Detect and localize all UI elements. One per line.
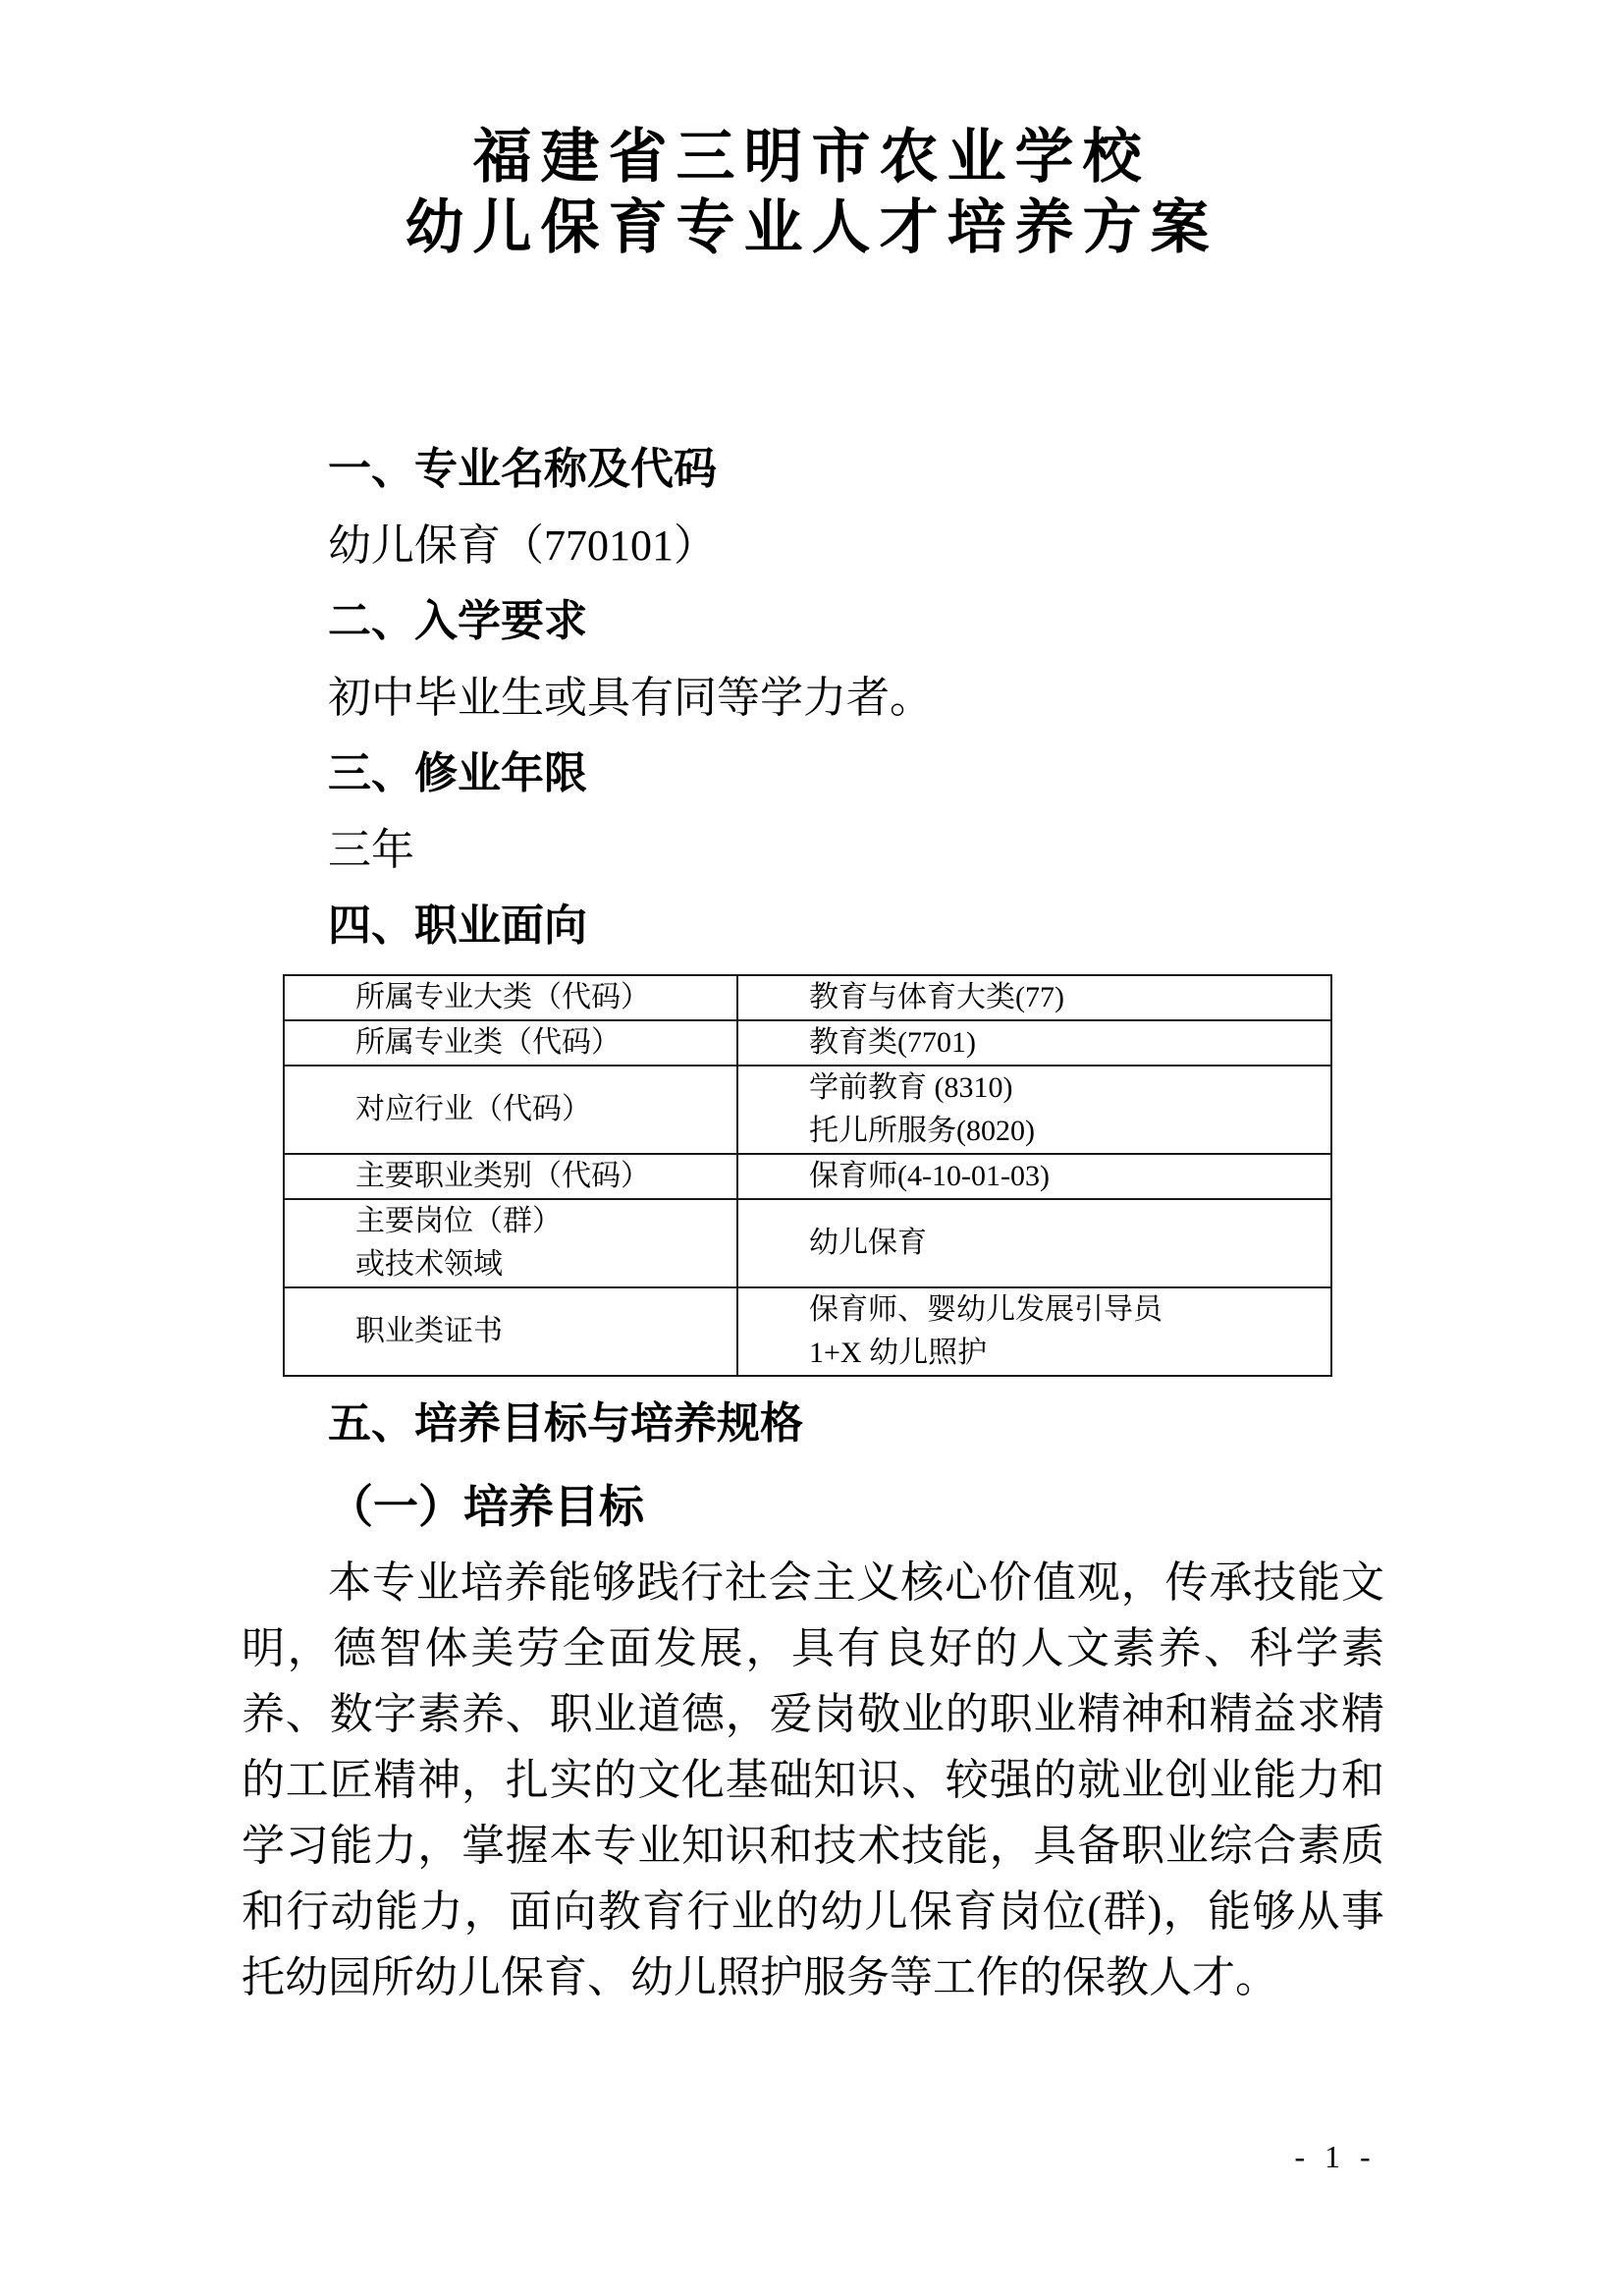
section-body-1: 幼儿保育（770101） xyxy=(328,521,717,570)
table-value-cell xyxy=(737,1066,1331,1154)
section-heading-5: 五、培养目标与培养规格 xyxy=(328,1399,803,1448)
table-cell-line: 学前教育 (8310) xyxy=(809,1071,1013,1104)
table-cell-line: 保育师(4-10-01-03) xyxy=(809,1160,1050,1192)
page-number: - 1 - xyxy=(1294,2139,1377,2174)
table-cell-line: 主要岗位（群） xyxy=(355,1205,562,1237)
table-cell-line: 保育师、婴幼儿发展引导员 xyxy=(809,1293,1163,1326)
table-row xyxy=(284,1287,1331,1376)
document-title-line-1: 福建省三明市农业学校 xyxy=(472,125,1151,190)
table-value-cell xyxy=(737,1287,1331,1376)
occupation-table-body xyxy=(284,975,1331,1376)
section-heading-1: 一、专业名称及代码 xyxy=(328,445,717,493)
section-heading-3: 三、修业年限 xyxy=(328,749,587,797)
table-value-cell xyxy=(737,1199,1331,1287)
training-goal-paragraph: 本专业培养能够践行社会主义核心价值观，传承技能文明，德智体美劳全面发展，具有良好的人文素养、科学素养、数字素养、职业道德，爱岗敬业的职业精神和精益求精的工匠精神，扎实的文化基础知识、较强的就业创业能力和学习能力，掌握本专业知识和技术技能，具备职业综合素质和行动能力，面向教育行业的幼儿保育岗位(群)，能够从事托幼园所幼儿保育、幼儿照护服务等工作的保教人才。 xyxy=(242,1558,1384,2001)
table-cell-line: 所属专业类（代码） xyxy=(355,1026,621,1059)
table-cell-line: 或技术领域 xyxy=(355,1248,503,1281)
table-label-cell xyxy=(284,975,737,1020)
table-cell-line: 托儿所服务(8020) xyxy=(809,1115,1035,1147)
document-title-line-2: 幼儿保育专业人才培养方案 xyxy=(405,195,1218,260)
table-label-cell xyxy=(284,1154,737,1199)
table-cell-line: 职业类证书 xyxy=(355,1315,503,1347)
section-body-2: 初中毕业生或具有同等学力者。 xyxy=(328,674,933,722)
table-value-cell xyxy=(737,975,1331,1020)
table-row xyxy=(284,1199,1331,1287)
table-row xyxy=(284,1154,1331,1199)
section-heading-2: 二、入学要求 xyxy=(328,597,587,645)
section-body-3: 三年 xyxy=(328,826,414,874)
section-heading-4: 四、职业面向 xyxy=(328,902,587,950)
table-row xyxy=(284,1020,1331,1066)
table-cell-line: 所属专业大类（代码） xyxy=(355,981,650,1013)
table-cell-line: 对应行业（代码） xyxy=(355,1093,591,1125)
occupation-table xyxy=(283,974,1332,1377)
table-row xyxy=(284,1066,1331,1154)
subsection-heading: （一）培养目标 xyxy=(328,1481,644,1532)
table-label-cell xyxy=(284,1020,737,1066)
table-value-cell xyxy=(737,1154,1331,1199)
table-cell-line: 幼儿保育 xyxy=(809,1227,927,1259)
table-value-cell xyxy=(737,1020,1331,1066)
table-cell-line: 主要职业类别（代码） xyxy=(355,1160,650,1192)
table-cell-line: 1+X 幼儿照护 xyxy=(809,1337,988,1369)
table-label-cell xyxy=(284,1199,737,1287)
table-row xyxy=(284,975,1331,1020)
table-label-cell xyxy=(284,1066,737,1154)
table-cell-line: 教育与体育大类(77) xyxy=(809,981,1064,1013)
table-cell-line: 教育类(7701) xyxy=(809,1026,976,1059)
table-label-cell xyxy=(284,1287,737,1376)
